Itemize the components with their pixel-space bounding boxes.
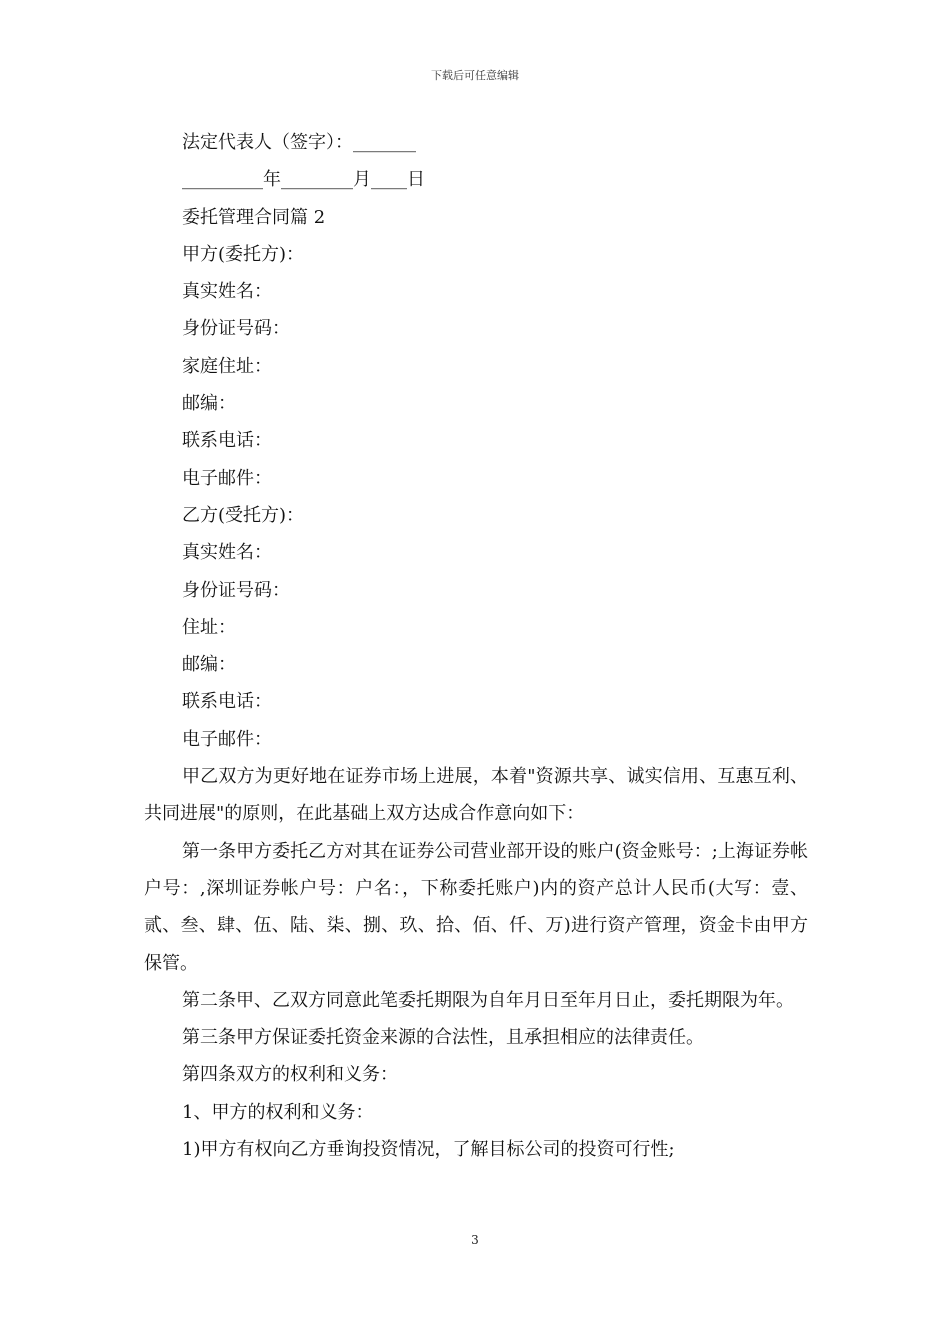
item-1-1-paragraph: 1)甲方有权向乙方垂询投资情况，了解目标公司的投资可行性; [182,1139,675,1161]
article-2-paragraph: 第二条甲、乙双方同意此笔委托期限为自年月日至年月日止，委托期限为年。 [182,989,794,1011]
party-b-name-field: 真实姓名： [182,542,272,564]
party-b-id-field: 身份证号码： [182,579,290,601]
party-b-email-field: 电子邮件： [182,728,272,750]
party-b-phone-field: 联系电话： [182,691,272,713]
document-body [144,124,808,1168]
intro-paragraph: 甲乙双方为更好地在证券市场上进展，本着"资源共享、诚实信用、互惠互利、共同进展"的原则，在此基础上双方达成合作意向如下： [144,766,808,825]
party-a-phone-field: 联系电话： [182,430,272,452]
party-a-email-field: 电子邮件： [182,467,272,489]
party-b-address-field: 住址： [182,616,236,638]
item-1-paragraph: 1、甲方的权利和义务： [182,1101,374,1123]
party-a-postcode-field: 邮编： [182,393,236,415]
party-b-heading: 乙方(受托方)： [182,504,305,526]
party-a-heading: 甲方(委托方)： [182,243,305,265]
party-a-id-field: 身份证号码： [182,318,290,340]
article-4-paragraph: 第四条双方的权利和义务： [182,1064,398,1086]
article-3-paragraph: 第三条甲方保证委托资金来源的合法性，且承担相应的法律责任。 [182,1027,704,1049]
party-a-name-field: 真实姓名： [182,281,272,303]
header-note: 下载后可任意编辑 [431,69,519,82]
section-title: 委托管理合同篇 2 [182,206,326,228]
article-1-paragraph: 第一条甲方委托乙方对其在证券公司营业部开设的账户(资金账号：;上海证券帐户号：,深圳证券帐户号：户名：，下称委托账户)内的资产总计人民币(大写：壹、贰、叁、肆、伍、陆、柒、捌、玖、拾、佰、仟、万)进行资产管理，资金卡由甲方保管。 [144,840,808,974]
party-b-postcode-field: 邮编： [182,654,236,676]
signature-line: 法定代表人（签字）：_______ [182,132,416,153]
party-a-address-field: 家庭住址： [182,355,272,377]
page-number: 3 [471,1233,479,1247]
date-line: _________年________月____日 [182,169,425,191]
